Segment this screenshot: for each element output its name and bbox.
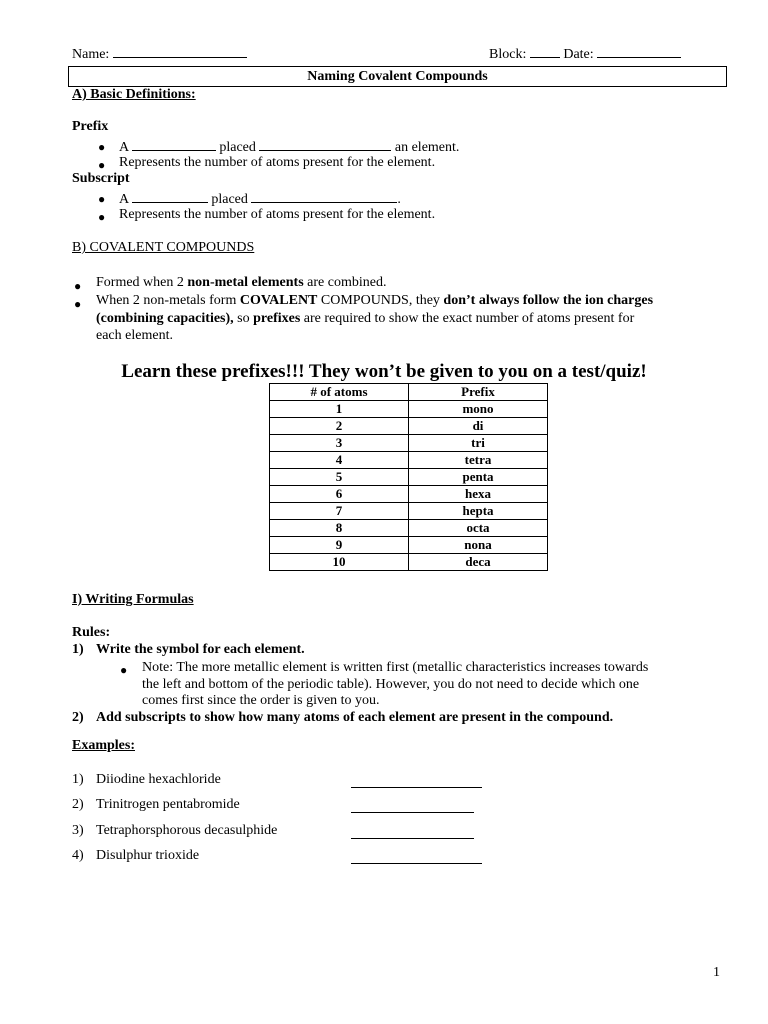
rule-2-text: Add subscripts to show how many atoms of each element are present in the compound.	[96, 710, 614, 725]
section-b-bullet-2-line1	[96, 293, 653, 309]
subscript-blank-2[interactable]	[251, 189, 397, 203]
subscript-b1-end: .	[397, 192, 401, 207]
atoms-cell: 7	[270, 503, 409, 520]
bullet-icon: ●	[74, 297, 82, 311]
date-label: Date:	[563, 47, 594, 62]
prefix-cell: deca	[409, 554, 548, 571]
bullet-icon: ●	[120, 663, 128, 677]
b2-bold3: (combining capacities),	[96, 311, 234, 326]
name-blank[interactable]	[113, 44, 247, 58]
section-i-heading: I) Writing Formulas	[72, 592, 194, 607]
prefix-blank-1[interactable]	[132, 137, 216, 151]
note-line-1: Note: The more metallic element is written first (metallic characteristics increases towards	[142, 660, 649, 675]
table-row	[270, 401, 548, 418]
prefix-b1-mid: placed	[219, 140, 256, 155]
learn-prefixes-heading: Learn these prefixes!!! They won’t be given to you on a test/quiz!	[121, 361, 647, 382]
example-2-answer-blank[interactable]	[351, 799, 474, 813]
block-blank[interactable]	[530, 44, 560, 58]
atoms-cell: 8	[270, 520, 409, 537]
table-row	[270, 452, 548, 469]
example-3-number: 3)	[72, 823, 84, 838]
block-label: Block:	[489, 47, 527, 62]
prefix-b1-start: A	[119, 140, 129, 155]
note-line-2: the left and bottom of the periodic table). However, you do not need to decide which one	[142, 677, 640, 692]
b2-post: are required to show the exact number of atoms present for	[303, 311, 635, 326]
prefix-cell: hexa	[409, 486, 548, 503]
name-field-row	[72, 44, 247, 63]
example-2-text: Trinitrogen pentabromide	[96, 797, 240, 812]
table-row	[270, 554, 548, 571]
example-1-answer-blank[interactable]	[351, 774, 482, 788]
subscript-blank-1[interactable]	[132, 189, 208, 203]
table-header-prefix: Prefix	[409, 384, 548, 401]
table-row	[270, 435, 548, 452]
prefix-cell: hepta	[409, 503, 548, 520]
example-3-answer-blank[interactable]	[351, 825, 474, 839]
example-4-number: 4)	[72, 848, 84, 863]
prefix-cell: nona	[409, 537, 548, 554]
example-4-answer-blank[interactable]	[351, 850, 482, 864]
prefix-cell: octa	[409, 520, 548, 537]
atoms-cell: 6	[270, 486, 409, 503]
bullet-icon: ●	[98, 140, 106, 154]
note-line-3: comes first since the order is given to you.	[142, 693, 380, 708]
table-header-atoms: # of atoms	[270, 384, 409, 401]
table-row	[270, 537, 548, 554]
prefix-cell: tri	[409, 435, 548, 452]
b2-pre: When 2 non-metals form	[96, 293, 237, 308]
subscript-bullet-2: Represents the number of atoms present for the element.	[119, 207, 436, 222]
section-b-heading: B) COVALENT COMPOUNDS	[72, 240, 255, 255]
page-title: Naming Covalent Compounds	[68, 66, 727, 87]
b1-pre: Formed when 2	[96, 275, 184, 290]
rules-label: Rules:	[72, 625, 111, 640]
example-2-number: 2)	[72, 797, 84, 812]
prefix-bullet-2: Represents the number of atoms present for the element.	[119, 155, 436, 170]
b2-mid2: so	[237, 311, 250, 326]
prefix-cell: di	[409, 418, 548, 435]
b1-post: are combined.	[307, 275, 387, 290]
table-row	[270, 486, 548, 503]
b2-bold1: COVALENT	[239, 293, 318, 308]
b2-bold4: prefixes	[253, 311, 301, 326]
b2-mid: COMPOUNDS, they	[320, 293, 440, 308]
page-number: 1	[713, 965, 720, 980]
prefix-b1-end: an element.	[394, 140, 460, 155]
bullet-icon: ●	[98, 192, 106, 206]
prefix-term: Prefix	[72, 119, 109, 134]
atoms-cell: 5	[270, 469, 409, 486]
example-1-number: 1)	[72, 772, 84, 787]
rule-1-text: Write the symbol for each element.	[96, 642, 305, 657]
table-row	[270, 503, 548, 520]
atoms-cell: 10	[270, 554, 409, 571]
section-b-bullet-1	[96, 275, 386, 291]
subscript-b1-mid: placed	[211, 192, 248, 207]
examples-heading: Examples:	[72, 738, 135, 753]
subscript-bullet-1	[119, 189, 401, 208]
table-header-row	[270, 384, 548, 401]
prefix-blank-2[interactable]	[259, 137, 391, 151]
name-label: Name:	[72, 47, 110, 62]
bullet-icon: ●	[98, 210, 106, 224]
section-a-heading: A) Basic Definitions:	[72, 87, 196, 102]
prefix-bullet-1	[119, 137, 459, 156]
block-date-row	[489, 44, 681, 63]
rule-1-number: 1)	[72, 642, 84, 657]
prefix-table	[269, 383, 548, 571]
subscript-term: Subscript	[72, 171, 130, 186]
atoms-cell: 3	[270, 435, 409, 452]
bullet-icon: ●	[98, 158, 106, 172]
example-4-text: Disulphur trioxide	[96, 848, 200, 863]
subscript-b1-start: A	[119, 192, 129, 207]
section-b-bullet-2-line3: each element.	[96, 328, 173, 343]
atoms-cell: 4	[270, 452, 409, 469]
table-row	[270, 520, 548, 537]
prefix-cell: tetra	[409, 452, 548, 469]
bullet-icon: ●	[74, 279, 82, 293]
table-row	[270, 418, 548, 435]
table-row	[270, 469, 548, 486]
atoms-cell: 1	[270, 401, 409, 418]
prefix-cell: mono	[409, 401, 548, 418]
example-3-text: Tetraphorsphorous decasulphide	[96, 823, 278, 838]
b1-bold: non-metal elements	[187, 275, 304, 290]
atoms-cell: 9	[270, 537, 409, 554]
rule-2-number: 2)	[72, 710, 84, 725]
atoms-cell: 2	[270, 418, 409, 435]
date-blank[interactable]	[597, 44, 681, 58]
section-b-bullet-2-line2	[96, 311, 634, 327]
example-1-text: Diiodine hexachloride	[96, 772, 221, 787]
prefix-cell: penta	[409, 469, 548, 486]
b2-bold2: don’t always follow the ion charges	[443, 293, 654, 308]
